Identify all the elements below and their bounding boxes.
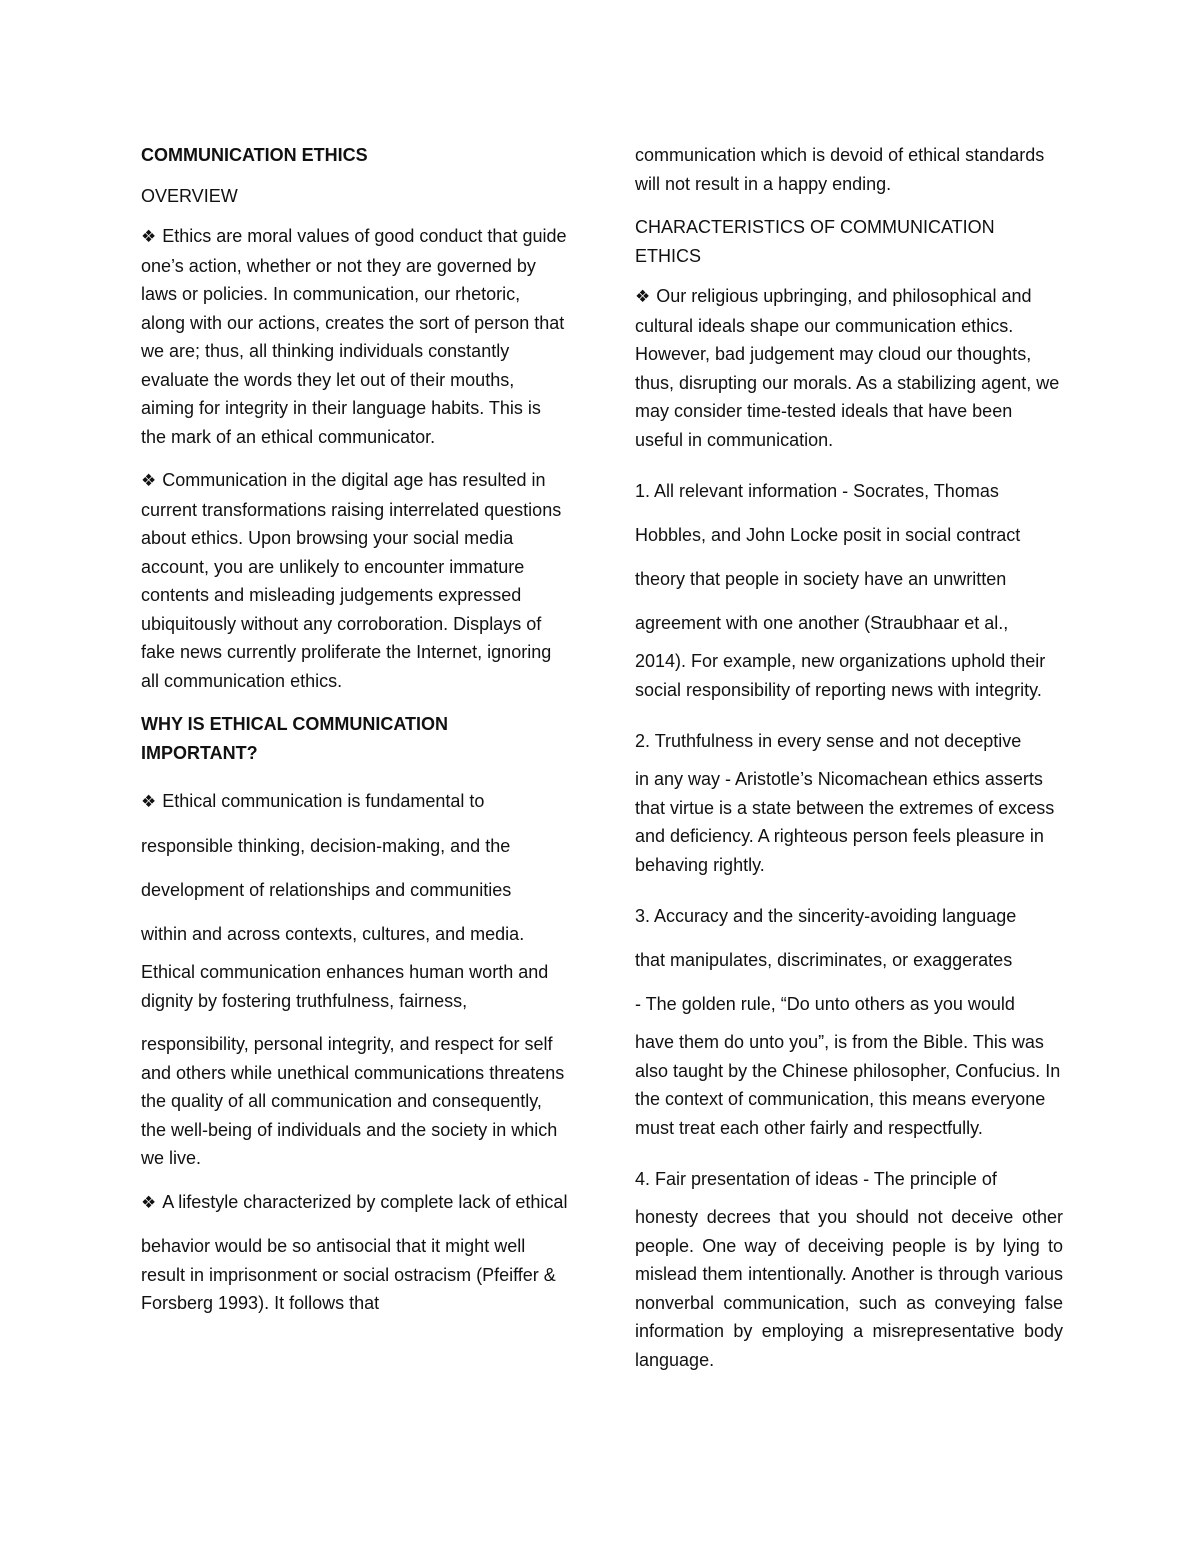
- overview-paragraph-2: [141, 466, 569, 695]
- characteristics-paragraph-text: Our religious upbringing, and philosophical and cultural ideals shape our communication ethics. However, bad judgement may cloud our thoughts, thus, disrupting our morals. As a stabilizing agent, we may consider time-tested ideals that have been useful in communication.: [635, 286, 1060, 450]
- diamond-bullet-icon: ❖: [635, 287, 651, 306]
- diamond-bullet-icon: ❖: [141, 471, 157, 490]
- item-2-line-1: 2. Truthfulness in every sense and not deceptive: [635, 731, 1022, 751]
- overview-paragraph-1-text: Ethics are moral values of good conduct that guide one’s action, whether or not they are governed by laws or policies. In communication, our rhetoric, along with our actions, creates the sort of person that we are; thus, all thinking individuals constantly evaluate the words they let out of their mouths, aiming for integrity in their language habits. This is the mark of an ethical communicator.: [141, 226, 567, 447]
- diamond-bullet-icon: ❖: [141, 792, 157, 811]
- item-3-line-1: 3. Accuracy and the sincerity-avoiding language: [635, 906, 1017, 926]
- why-paragraph-3: responsibility, personal integrity, and respect for self and others while unethical communications threatens the quality of all communication and consequently, the well-being of individuals and the society in which we live.: [141, 1034, 565, 1168]
- item-3-line-3: - The golden rule, “Do unto others as you would: [635, 994, 1015, 1014]
- why-line-1-text: Ethical communication is fundamental to: [162, 791, 485, 811]
- lifestyle-continued: behavior would be so antisocial that it might well result in imprisonment or social ostracism (Pfeiffer & Forsberg 1993). It follows that: [141, 1236, 556, 1313]
- item-4-line-1: 4. Fair presentation of ideas - The principle of: [635, 1169, 997, 1189]
- why-line-3: development of relationships and communities: [141, 880, 512, 900]
- diamond-bullet-icon: ❖: [141, 1192, 157, 1212]
- characteristics-paragraph: [635, 282, 1063, 454]
- lifestyle-line-text: A lifestyle characterized by complete lack of ethical: [162, 1191, 568, 1212]
- why-paragraph-2: Ethical communication enhances human worth and dignity by fostering truthfulness, fairness,: [141, 962, 549, 1011]
- item-1-rest: 2014). For example, new organizations uphold their social responsibility of reporting news with integrity.: [635, 651, 1046, 700]
- characteristics-heading: CHARACTERISTICS OF COMMUNICATION ETHICS: [635, 217, 995, 266]
- item-4-rest: honesty decrees that you should not deceive other people. One way of deceiving people is by lying to mislead them intentionally. Another is through various nonverbal communication, such as conveying false information by employing a misrepresentative body language.: [635, 1207, 1063, 1370]
- overview-paragraph-2-text: Communication in the digital age has resulted in current transformations raising interrelated questions about ethics. Upon browsing your social media account, you are unlikely to encounter immature contents and misleading judgements expressed ubiquitously without any corroboration. Displays of fake news currently proliferate the Internet, ignoring all communication ethics.: [141, 470, 562, 691]
- item-1-line-1: 1. All relevant information - Socrates, Thomas: [635, 481, 999, 501]
- why-line-2: responsible thinking, decision-making, and the: [141, 836, 511, 856]
- why-heading: WHY IS ETHICAL COMMUNICATION IMPORTANT?: [141, 714, 448, 763]
- continued-paragraph: communication which is devoid of ethical standards will not result in a happy ending.: [635, 145, 1045, 194]
- item-3-rest: have them do unto you”, is from the Bible. This was also taught by the Chinese philosopher, Confucius. In the context of communication, this means everyone must treat each other fairly and respectfully.: [635, 1032, 1061, 1138]
- overview-heading: OVERVIEW: [141, 185, 238, 206]
- document-title: COMMUNICATION ETHICS: [141, 145, 368, 165]
- item-3-line-2: that manipulates, discriminates, or exaggerates: [635, 950, 1013, 970]
- item-1-line-3: theory that people in society have an unwritten: [635, 569, 1007, 589]
- overview-paragraph-1: [141, 222, 569, 451]
- right-column: [635, 141, 1063, 1389]
- item-1-line-2: Hobbles, and John Locke posit in social contract: [635, 525, 1021, 545]
- diamond-bullet-icon: ❖: [141, 227, 157, 246]
- left-column: [141, 141, 569, 1333]
- why-line-1: [141, 779, 569, 824]
- item-1-line-4: agreement with one another (Straubhaar et al.,: [635, 613, 1009, 633]
- lifestyle-line: [141, 1188, 569, 1218]
- why-line-4: within and across contexts, cultures, and media.: [141, 924, 525, 944]
- item-2-rest: in any way - Aristotle’s Nicomachean ethics asserts that virtue is a state between the extremes of excess and deficiency. A righteous person feels pleasure in behaving rightly.: [635, 769, 1055, 875]
